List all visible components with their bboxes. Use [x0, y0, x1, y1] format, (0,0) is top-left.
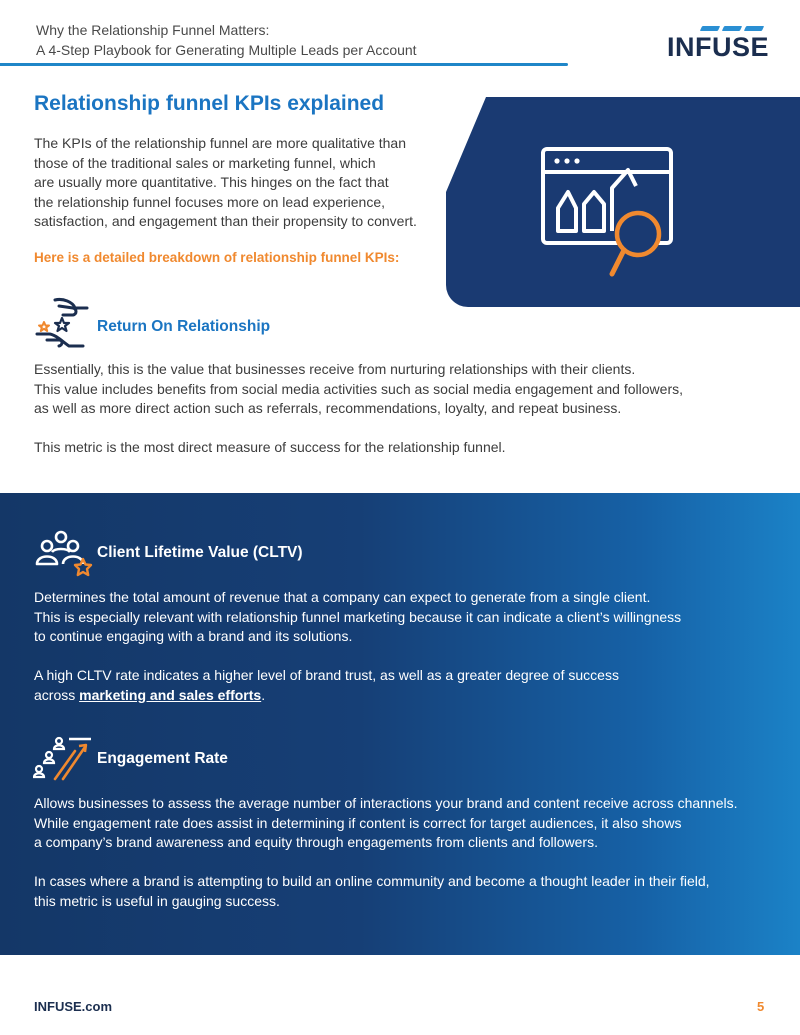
body-line: This metric is the most direct measure of success for the relationship funnel.: [34, 439, 506, 455]
body-line: While engagement rate does assist in determining if content is correct for target audiences, it also shows: [34, 814, 682, 831]
body-line: to continue engaging with a brand and its solutions.: [34, 628, 353, 644]
header-line-2: A 4-Step Playbook for Generating Multiple Leads per Account: [36, 42, 417, 58]
intro-line: satisfaction, and engagement than their propensity to convert.: [34, 213, 417, 229]
header-divider: [0, 63, 568, 66]
body-line: Essentially, this is the value that businesses receive from nurturing relationships with their clients.: [34, 361, 636, 377]
kpi-body-return-on-relationship: [34, 360, 774, 458]
body-line: This value includes benefits from social media activities such as social media engagement and followers,: [34, 380, 683, 397]
marketing-sales-efforts-link[interactable]: marketing and sales efforts: [79, 686, 262, 703]
footer-site-link[interactable]: INFUSE.com: [34, 999, 113, 1014]
intro-line: are usually more quantitative. This hinges on the fact that: [34, 174, 389, 190]
link-prefix: across: [34, 686, 80, 703]
body-line: This is especially relevant with relationship funnel marketing because it can indicate a client’s willingness: [34, 608, 682, 625]
engagement-growth-icon: [33, 735, 95, 783]
body-line-with-link: [34, 686, 774, 706]
body-line: In cases where a brand is attempting to build an online community and become a thought leader in their field,: [34, 873, 710, 889]
page-number: 5: [757, 999, 765, 1014]
infuse-logo[interactable]: [667, 26, 770, 62]
people-star-icon: [33, 530, 95, 580]
kpi-title-return-on-relationship: Return On Relationship: [97, 318, 271, 335]
hero-panel-corner: [446, 97, 486, 197]
breakdown-heading: Here is a detailed breakdown of relationship funnel KPIs:: [34, 250, 400, 265]
header-line-1: Why the Relationship Funnel Matters:: [36, 22, 270, 38]
logo-wordmark: INFUSE: [667, 32, 770, 62]
kpi-title-cltv: Client Lifetime Value (CLTV): [97, 544, 303, 561]
intro-paragraph: [34, 134, 444, 232]
body-line: Allows businesses to assess the average number of interactions your brand and content receive across channels.: [34, 795, 738, 811]
analytics-magnifier-icon: [540, 146, 675, 281]
intro-line: the relationship funnel focuses more on lead experience,: [34, 193, 385, 210]
intro-line: those of the traditional sales or marketing funnel, which: [34, 154, 376, 171]
body-line: Determines the total amount of revenue that a company can expect to generate from a single client.: [34, 589, 651, 605]
document-header: [36, 20, 417, 60]
link-suffix: .: [261, 686, 266, 703]
kpi-title-engagement-rate: Engagement Rate: [97, 750, 228, 767]
kpi-body-engagement-rate: [34, 794, 784, 911]
handshake-star-icon: [33, 296, 91, 354]
body-line: a company’s brand awareness and equity through engagements from clients and followers.: [34, 834, 598, 850]
kpi-body-cltv: [34, 588, 774, 705]
body-line: as well as more direct action such as referrals, recommendations, loyalty, and repeat business.: [34, 400, 622, 416]
body-line: this metric is useful in gauging success.: [34, 892, 280, 909]
intro-line: The KPIs of the relationship funnel are more qualitative than: [34, 135, 406, 151]
body-line: A high CLTV rate indicates a higher level of brand trust, as well as a greater degree of success: [34, 667, 619, 683]
section-title: Relationship funnel KPIs explained: [34, 92, 385, 115]
